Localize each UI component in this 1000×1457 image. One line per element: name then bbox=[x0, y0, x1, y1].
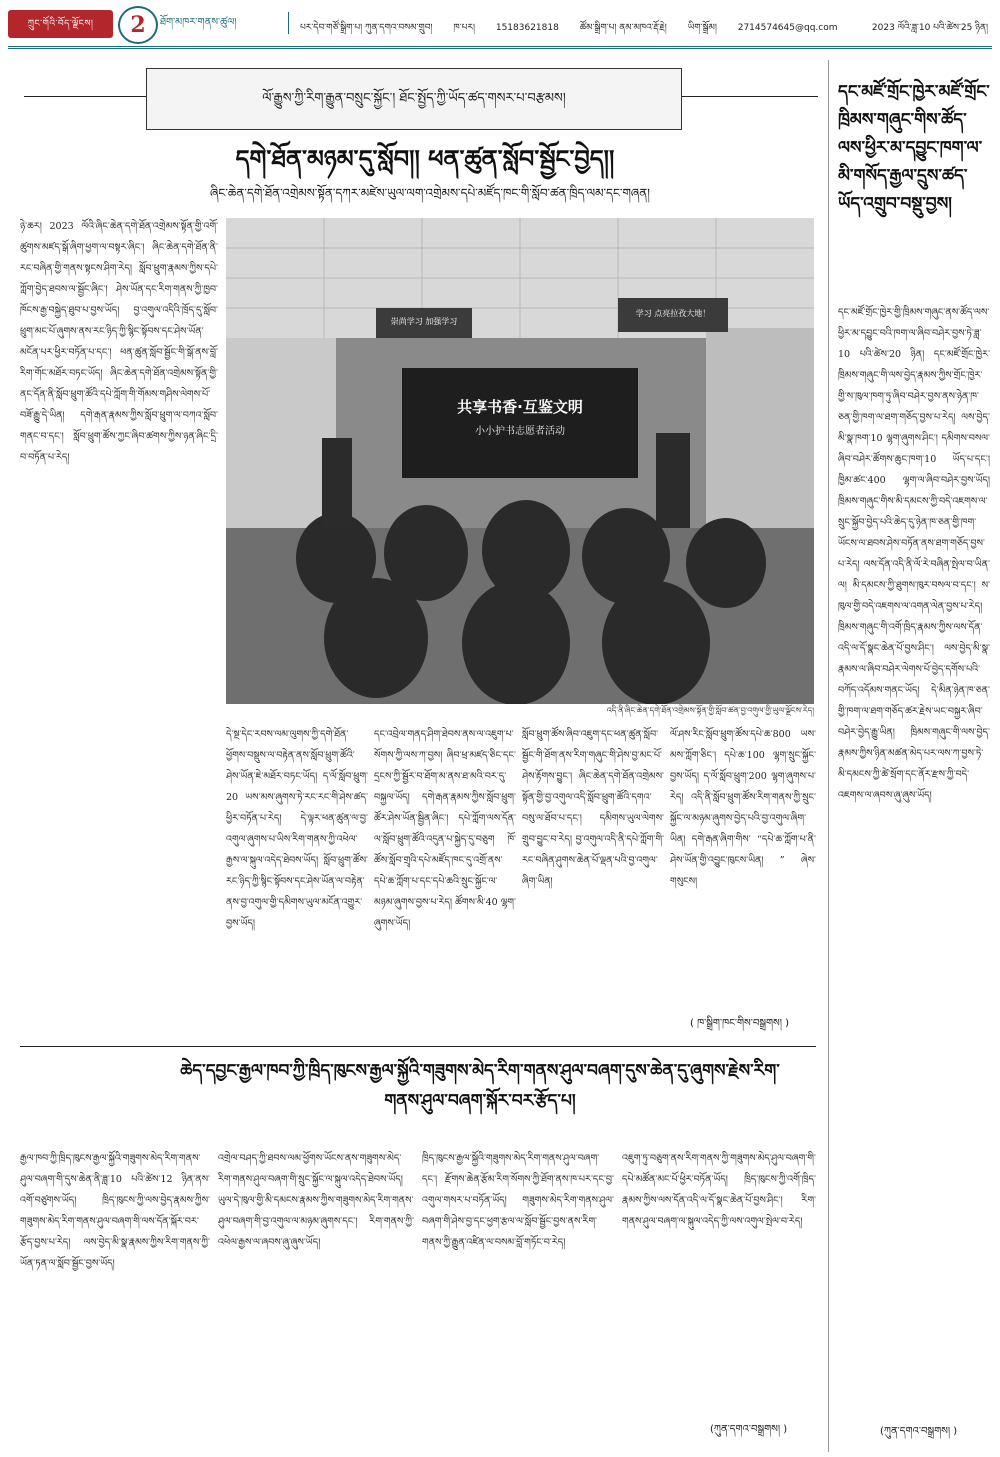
sidebar-headline: དང་མཛོ་གྲོང་ཁྱེར་མཛོ་གྲོང་ཁྲིམས་གཞུང་གིས་ཚོད་ལས་ཕྱིར་མ་དབྱུང་ཁག་ལ་མི་གསོད་རྒྱལ་དྲུས་ཚད་ཡོད་འགྲུབ་བསྡུ་བྱས། bbox=[838, 82, 990, 214]
phone-label: ཁ་པར། bbox=[453, 23, 475, 33]
story2-column-2: འགྲེལ་བཤད་ཀྱི་ཐབས་ལམ་ཕྱོགས་ཡོངས་ནས་གཟུགས་མེད་རིག་གནས་ཤུལ་བཞག་གི་སྲུང་སྐྱོང་ལ་སྐུལ་འདེད་ཐེབས་ཡོད། ཡུལ་དེ་ཁུལ་གྱི་མི་དམངས་རྣམས་ཀྱིས་གཟུགས་མེད་རིག་གནས་ཤུལ་བཞག་གི་བྱ་འགུལ་ལ་མཉམ་ཞུགས་དང་། རིག་གནས་ཀྱི་འཕེལ་རྒྱས་ལ་ཞབས་ཞུ་ཞུས་ཡོད། bbox=[218, 1153, 414, 1248]
story1-column-d: ལོ་ཤས་རིང་སློབ་ཕྲུག་ཚོས་དཔེ་ཆ་800 ཡས་མས་ཀློག་ཅིང་། དཔེ་ཆ་100 ལྷག་སྲུང་སྐྱོང་བྱས་ཡོད། ད་ལོ་སློབ་ཕྲུག་200 ལྷག་ཞུགས་པ་རེད། འདི་ནི་སློབ་ཕྲུག་ཚོས་རིག་གནས་ཀྱི་སྲུང་སྐྱོང་ལ་མཉམ་ཞུགས་བྱེད་པའི་བྱ་འགུལ་ཞིག་ཡིན། དགེ་རྒན་ཞིག་གིས་ “དཔེ་ཆ་ཀློག་པ་ནི་ཤེས་ཡོན་གྱི་འབྱུང་ཁུངས་ཡིན། ” ཞེས་གསུངས། bbox=[670, 729, 816, 887]
story1-column-b: དང་འབྲེལ་གནད་ཤིག་ཐེབས་ནས་ལ་འཇུག་པ་སོགས་ཀྱི་ལས་ཀ་བྱས། ཞིབ་ཕྲ་མཛད་ཅིང་དང་དྲངས་ཀྱི་སྦྱོར་བ་ཐོག་མ་ནས་ཐ་མའི་བར་དུ་བསྐྱལ་ཡོད། དགེ་རྒན་རྣམས་ཀྱིས་སློབ་ཕྲུག་ཚོར་ཤེས་ཡོན་སྦྱིན་ཞིང་། དཔེ་ཀློག་ལས་དོན་ལ་སློབ་ཕྲུག་ཚོའི་འདུན་པ་སྐྱེད་དུ་བཅུག ཁོ་ཚོས་སློབ་གྲྭའི་དཔེ་མཛོད་ཁང་དུ་འགྲོ་ནས་དཔེ་ཆ་ཀློག་པ་དང་དཔེ་ཆའི་སྲུང་སྐྱོང་ལ་མཉམ་ཞུགས་བྱས་པ་རེད། ཚོགས་མི་40 ལྷག་ཞུགས་ཡོད། bbox=[374, 729, 516, 929]
photo-banner-left: 崇尚学习 加强学习 bbox=[390, 317, 458, 326]
page-number-badge: 2 bbox=[118, 6, 158, 44]
story2-column-1: རྒྱལ་ཁབ་ཀྱི་ཁྲིད་ཁུངས་རྒྱལ་སྐྱོའི་གཟུགས་མེད་རིག་གནས་ཤུལ་བཞག་གི་དུས་ཆེན་ནི་ཟླ་10 པའི་ཚེས་12 ཉིན་ནས་འགོ་བཙུགས་ཡོད། ཁྲིད་ཁུངས་ཀྱི་ལས་བྱེད་རྣམས་ཀྱིས་གཟུགས་མེད་རིག་གནས་ཤུལ་བཞག་གི་ལས་དོན་སྐོར་བར་རྩོད་བྱས་པ་རེད། ལས་བྱེད་མི་སྣ་རྣམས་ཀྱིས་རིག་གནས་ཀྱི་ཡོན་ཏན་ལ་སློབ་སྦྱོང་བྱས་ཡོད། bbox=[20, 1153, 210, 1269]
photo-caption: འདི་ནི་ཞིང་ཆེན་དགེ་ཐོན་འགྲེམས་སྟོན་གྱི་སློབ་ཚན་བྱ་འགུལ་གྱི་ཡུལ་ལྗོངས་རེད། bbox=[606, 706, 814, 715]
story2-headline: ཆེད་དབྱང་རྒྱལ་ཁབ་ཀྱི་ཁྲིད་ཁུངས་རྒྱལ་སྐྱོའི་གཟུགས་མེད་རིག་གནས་ཤུལ་བཞག་དུས་ཆེན་དུ་ཞུགས་རྗེས་རིག་གནས་ཤུལ་བཞག་སྐོར་བར་རྩོད་པ། bbox=[180, 1061, 780, 1111]
top-banner: ལོ་རྒྱུས་ཀྱི་རིག་རྒྱུན་བསྲུང་སྐྱོང་། ཐོང་སྤྱོད་ཀྱི་ཡོད་ཚད་གསར་པ་བརྩམས། bbox=[146, 68, 682, 130]
story2-column-4: འཇུག་ཏུ་བཅུག་ནས་རིག་གནས་ཀྱི་གཟུགས་མེད་ཤུལ་བཞག་གི་དཔེ་མཚོན་མང་པོ་ཕྱིར་བཏོན་ཡོད། ཁྲིད་ཁུངས་ཀྱི་འགོ་ཁྲིད་རྣམས་ཀྱིས་ལས་དོན་འདི་ལ་དོ་སྣང་ཆེན་པོ་བྱས་ཤིང་། རིག་གནས་ཤུལ་བཞག་ལ་སྐུལ་འདེད་ཀྱི་ལས་འགུལ་སྤེལ་བ་རེད། bbox=[622, 1153, 816, 1227]
story2-column-3: ཁྲིད་ཁུངས་རྒྱལ་སྐྱོའི་གཟུགས་མེད་རིག་གནས་ཤུལ་བཞག་དང་། རྫོགས་ཆེན་རྩོམ་རིག་སོགས་ཀྱི་ཐོག་ནས་ཁ་པར་དང་བྱ་འགུལ་གསར་པ་བཏོན་ཡོད། གཟུགས་མེད་རིག་གནས་ཤུལ་བཞག་གི་ཤེས་བྱ་དང་ཕྱག་རྩལ་ལ་སློབ་སྦྱོང་བྱས་ནས་རིག་གནས་ཀྱི་རྒྱུན་འཛིན་ལ་བསམ་བློ་གཏོང་བ་རེད། bbox=[422, 1153, 614, 1248]
photo-screen-title: 共享书香·互鉴文明 bbox=[457, 398, 583, 416]
story2-byline: (ཀུན་དགའ་བསྒྲགས། ) bbox=[710, 1424, 788, 1435]
photo-screen-subtitle: 小小护书志愿者活动 bbox=[475, 426, 565, 437]
tech-editor-label: ཚོམ་སྒྲིག་པ། ནམ་མཁའ་རྡོ་རྗེ། bbox=[579, 23, 667, 33]
section-name: ཐོག་མཁར་གནས་ཚུལ། bbox=[160, 12, 289, 34]
photo-banner-right: 学习 点亮拉孜大地！ bbox=[635, 309, 711, 318]
sidebar-body: དང་མཛོ་གྲོང་ཁྱེར་གྱི་ཁྲིམས་གཞུང་ནས་ཚོད་ལས་ཕྱིར་མ་དབྱུང་བའི་ཁག་ལ་ཞིབ་བཤེར་བྱས་ཏེ་ཟླ་10 པའི་ཚེས་20 ཉིན། དང་མཛོ་གྲོང་ཁྱེར་ཁྲིམས་གཞུང་གི་ལས་བྱེད་རྣམས་ཀྱིས་གྲོང་ཁྱེར་གྱི་ས་ཁུལ་ཁག་ཏུ་ཞིབ་བཤེར་བྱས་ནས་ཉེན་ཁ་ཅན་གྱི་ཁག་ལ་ཐག་གཅོད་བྱས་པ་རེད། ལས་བྱེད་མི་སྣ་ཁག་10 ལྷག་ཞུགས་ཤིང་། དམིགས་བསལ་ཞིབ་བཤེར་ཚོགས་ཆུང་ཁག་10 ཡོད་པ་དང་། ཁྱིམ་ཚང་400 ལྷག་ལ་ཞིབ་བཤེར་བྱས་ཡོད། ཁྲིམས་གཞུང་གིས་མི་དམངས་ཀྱི་བདེ་འཇགས་ལ་སྲུང་སྐྱོབ་བྱེད་པའི་ཆེད་དུ་ཉེན་ཁ་ཅན་གྱི་ཁག་ཡོངས་ལ་ཐབས་ཤེས་བཏོན་ནས་ཐག་གཅོད་བྱས་པ་རེད། ལས་དོན་འདི་ནི་ལོ་རེ་བཞིན་སྤེལ་བ་ཡིན་ལ། མི་དམངས་ཀྱི་ཐུགས་ཁུར་བསལ་བ་དང་། ས་ཁུལ་གྱི་བདེ་འཇགས་ལ་འགན་ལེན་བྱས་པ་རེད། ཁྲིམས་གཞུང་གི་འགོ་ཁྲིད་རྣམས་ཀྱིས་ལས་དོན་འདི་ལ་དོ་སྣང་ཆེན་པོ་བྱས་ཤིང་། ལས་བྱེད་མི་སྣ་རྣམས་ལ་ཞིབ་བཤེར་ལེགས་པོ་བྱེད་དགོས་པའི་བཀོད་འདོམས་གནང་ཡོད། དེ་མིན་ཉེན་ཁ་ཅན་གྱི་ཁག་ལ་ཐག་གཅོད་ཚར་རྗེས་ཡང་བསྐྱར་ཞིབ་བཤེར་བྱེད་རྒྱུ་ཡིན། ཁྲིམས་གཞུང་གི་ལས་བྱེད་རྣམས་ཀྱིས་ཉིན་མཚན་མེད་པར་ལས་ཀ་བྱས་ཏེ་མི་དམངས་ཀྱི་ཚེ་སྲོག་དང་ནོར་རྫས་ཀྱི་བདེ་འཇགས་ལ་ཞབས་ཞུ་ཞུས་ཡོད། bbox=[838, 307, 990, 801]
masthead-meta bbox=[300, 18, 856, 43]
email-label: ཡིག་སྒྲོམ། bbox=[687, 23, 717, 33]
story1-column-c: སློབ་ཕྲུག་ཚོས་ཞིབ་འཇུག་དང་ཕན་ཚུན་སློབ་སྦྱོང་གི་ཐོག་ནས་རིག་གཞུང་གི་ཤེས་བྱ་མང་པོ་ཤེས་རྟོགས་བྱུང་། ཞིང་ཆེན་དགེ་ཐོན་འགྲེམས་སྟོན་གྱི་བྱ་འགུལ་འདི་སློབ་ཕྲུག་ཚོའི་དགའ་བསུ་ལ་ཐོབ་པ་དང་། དམིགས་ཡུལ་ལེགས་གྲུབ་བྱུང་བ་རེད། བྱ་འགུལ་འདི་ནི་དཔེ་ཀློག་གི་རང་བཞིན་ཤུགས་ཆེན་པོ་ལྡན་པའི་བྱ་འགུལ་ཞིག་ཡིན། bbox=[522, 729, 664, 887]
story1-headline: དགེ་ཐོན་མཉམ་དུ་སློབ།། ཕན་ཚུན་སློབ་སྦྱོང་བྱེད།། bbox=[235, 145, 615, 173]
email-address: 2714574645@qq.com bbox=[737, 23, 838, 33]
masthead bbox=[8, 6, 992, 49]
story1-column-a: དེ་སྔ་དེང་རབས་ལམ་ལུགས་ཀྱི་དགེ་ཐོན་ཕྱོགས་བསྡུས་ལ་བརྟེན་ནས་སློབ་ཕྲུག་ཚོའི་ཤེས་ཡོན་ཇེ་མཐོར་བཏང་ཡོད། ད་ལོ་སློབ་ཕྲུག་20 ཡས་མས་ཞུགས་ཏེ་རང་རང་གི་ཤེས་ཚད་ཕྱིར་བཏོན་པ་རེད། དེ་ལྟར་ཕན་ཚུན་ལ་བྱ་འགུལ་ཞུགས་པ་ཡིས་རིག་གནས་ཀྱི་འཕེལ་རྒྱས་ལ་སྐུལ་འདེད་ཐེབས་ཡོད། སློབ་ཕྲུག་ཚོས་རང་ཉིད་ཀྱི་སྙིང་སྟོབས་དང་ཤེས་ཡོན་ལ་བརྟེན་ནས་བྱ་འགུལ་གྱི་དམིགས་ཡུལ་མངོན་འགྱུར་བྱས་ཡོད། bbox=[226, 729, 368, 929]
phone-number: 15183621818 bbox=[495, 23, 559, 33]
story1-subhead: ཞིང་ཆེན་དགེ་ཐོན་འགྲེམས་སྟོན་དཀར་མཛེས་ཡུལ་ལག་འགྲེམས་དཔེ་མཛོད་ཁང་གི་སློབ་ཚན་ཁྲིད་ལམ་དང་གཞན། bbox=[210, 186, 650, 200]
story1-photo bbox=[226, 218, 814, 704]
story1-column-1: ཉེ་ཆར། 2023 ལོའི་ཞིང་ཆེན་དགེ་ཐོན་འགྲེམས་སྟོན་གྱི་འགོ་ཚུགས་མཛད་སྒོ་ཞིག་ཕྱག་ལ་བསྟར་ཞིང་། ཞིང་ཆེན་དགེ་ཐོན་ནི་རང་བཞིན་གྱི་གནས་སྟངས་ཤིག་རེད། སློབ་ཕྲུག་རྣམས་ཀྱིས་དཔེ་ཀློག་བྱེད་ཐབས་ལ་སྦྱོང་ཞིང་། ཤེས་ཡོན་དང་རིག་གནས་ཀྱི་ཁྱབ་ཁོངས་རྒྱ་བསྐྱེད་ཐུབ་པ་བྱས་ཡོད། བྱ་འགུལ་འདིའི་ཁྲོད་དུ་སློབ་ཕྲུག་མང་པོ་ཞུགས་ནས་རང་ཉིད་ཀྱི་སྙིང་སྟོབས་དང་ཤེས་ཡོན་མངོན་པར་ཕྱིར་བཏོན་པ་དང་། ཕན་ཚུན་སློབ་སྦྱོང་གི་སྒོ་ནས་བློ་རིག་གོང་མཐོར་བཏང་ཡོད། ཞིང་ཆེན་དགེ་ཐོན་འགྲེམས་སྟོན་གྱི་ནང་དོན་ནི་སློབ་ཕྲུག་ཚོའི་དཔེ་ཀློག་གི་གོམས་གཤིས་ལེགས་པོ་བཟོ་རྒྱུ་དེ་ཡིན། དགེ་རྒན་རྣམས་ཀྱིས་སློབ་ཕྲུག་ལ་བཀའ་སློབ་གནང་བ་དང་། སློབ་ཕྲུག་ཚོས་ཀྱང་ཞིབ་ཚགས་ཀྱིས་ཉན་ཞིང་དྲི་བ་བཏོན་པ་རེད། bbox=[20, 221, 218, 463]
divider-line bbox=[680, 96, 818, 97]
editor-label: པར་དེབ་གཙོ་སྒྲིག་པ། ཀུན་དགའ་བསམ་གྲུབ། bbox=[300, 23, 433, 33]
story1-byline: ( ཁ་སྒྲིག་ཁང་གིས་བསྒྲགས། ) bbox=[690, 1018, 790, 1029]
newspaper-logo: ཀྲུང་གོའི་བོད་ལྗོངས། bbox=[8, 10, 113, 38]
issue-date: 2023 ལོའི་ཟླ་10 པའི་ཚེས་25 ཉིན། bbox=[871, 23, 988, 33]
divider-line bbox=[24, 96, 146, 97]
sidebar-byline: (ཀུན་དགའ་བསྒྲགས། ) bbox=[880, 1426, 958, 1437]
divider-line bbox=[20, 1046, 816, 1047]
